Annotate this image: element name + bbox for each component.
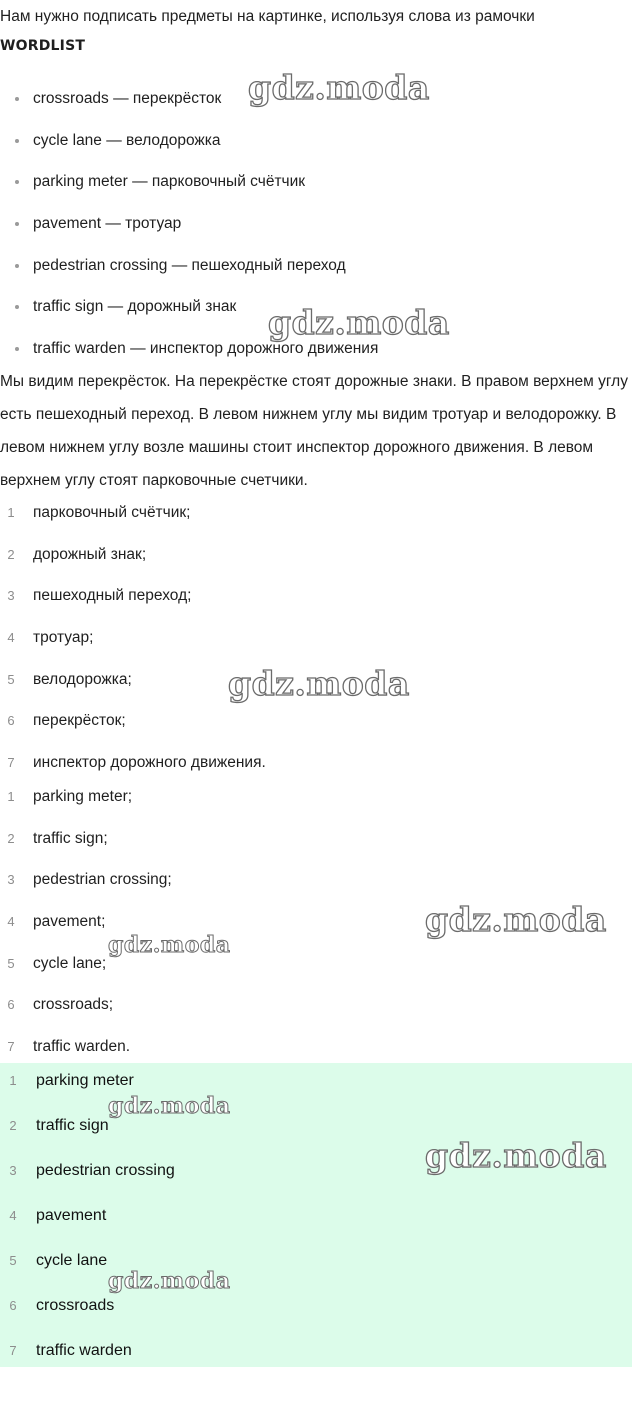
wordlist-item-text: traffic warden — инспектор дорожного движения	[33, 340, 379, 358]
list-number: 2	[9, 1118, 17, 1133]
list-number: 6	[7, 713, 15, 729]
wordlist-item-text: parking meter — парковочный счётчик	[33, 173, 306, 191]
bullet-icon	[15, 139, 19, 143]
final-answer-box	[0, 1063, 632, 1367]
list-item-text: traffic warden.	[33, 1038, 131, 1056]
list-item	[0, 575, 266, 617]
list-item-text: traffic warden	[36, 1342, 132, 1359]
watermark: gdz.moda	[248, 68, 430, 107]
final-answer-list	[0, 1063, 175, 1385]
list-number: 1	[7, 789, 15, 804]
list-number: 7	[9, 1343, 17, 1358]
list-item	[0, 1070, 175, 1115]
list-item	[0, 1115, 175, 1160]
watermark: gdz.moda	[108, 1268, 231, 1294]
list-item	[0, 1026, 172, 1068]
list-item-text: перекрёсток;	[33, 712, 126, 730]
list-number: 7	[7, 1039, 15, 1055]
list-item-text: pedestrian crossing	[36, 1162, 175, 1179]
wordlist-item	[0, 120, 378, 162]
list-item	[0, 859, 172, 901]
wordlist-item-text: traffic sign — дорожный знак	[33, 298, 237, 316]
list-number: 6	[9, 1298, 17, 1313]
list-item-text: cycle lane	[36, 1252, 108, 1269]
wordlist-item	[0, 286, 378, 328]
watermark: gdz.moda	[108, 1093, 231, 1119]
description-paragraph: Мы видим перекрёсток. На перекрёстке стоят дорожные знаки. В правом верхнем углу есть пешеходный переход. В левом нижнем углу мы видим тротуар и велодорожку. В левом нижнем углу возле машины стоит инспектор дорожного движения. В левом верхнем углу стоят парковочные счетчики.	[0, 373, 628, 489]
list-number: 2	[7, 546, 15, 562]
watermark: gdz.moda	[228, 664, 410, 703]
watermark: gdz.moda	[425, 1136, 607, 1175]
list-item	[0, 659, 266, 701]
list-number: 2	[7, 830, 15, 846]
list-item-text: traffic sign	[36, 1117, 109, 1134]
list-item-text: pedestrian crossing;	[33, 871, 172, 889]
list-item	[0, 534, 266, 576]
watermark: gdz.moda	[268, 303, 450, 342]
wordlist	[0, 78, 378, 370]
russian-answer-list	[0, 492, 266, 784]
list-item	[0, 984, 172, 1026]
list-item	[0, 1340, 175, 1385]
list-item-text: тротуар;	[33, 629, 94, 647]
bullet-icon	[15, 305, 19, 309]
bullet-icon	[15, 347, 19, 351]
list-number: 4	[7, 914, 15, 930]
wordlist-item	[0, 78, 378, 120]
list-item-text: инспектор дорожного движения.	[33, 754, 266, 772]
wordlist-item-text: cycle lane — велодорожка	[33, 131, 221, 149]
list-item	[0, 776, 172, 818]
wordlist-item	[0, 161, 378, 203]
list-number: 5	[7, 671, 15, 687]
list-item	[0, 943, 172, 985]
list-number: 5	[9, 1253, 17, 1268]
list-item-text: pavement;	[33, 913, 106, 931]
list-number: 5	[7, 955, 15, 971]
list-number: 6	[7, 997, 15, 1013]
list-number: 3	[7, 588, 15, 604]
bullet-icon	[15, 264, 19, 268]
list-item	[0, 1295, 175, 1340]
wordlist-item-text: pavement — тротуар	[33, 215, 182, 233]
list-item-text: пешеходный переход;	[33, 587, 192, 605]
list-item	[0, 818, 172, 860]
list-item	[0, 1205, 175, 1250]
list-item-text: traffic sign;	[33, 829, 108, 847]
list-number: 4	[7, 630, 15, 646]
list-item-text: parking meter	[36, 1072, 134, 1089]
list-number: 7	[7, 755, 15, 771]
bullet-icon	[15, 180, 19, 184]
list-item-text: parking meter;	[33, 788, 133, 805]
list-number: 1	[7, 505, 15, 520]
english-answer-list	[0, 776, 172, 1068]
list-item-text: cycle lane;	[33, 954, 107, 972]
list-item-text: велодорожка;	[33, 670, 132, 688]
list-item	[0, 700, 266, 742]
list-item	[0, 1160, 175, 1205]
list-number: 4	[9, 1208, 17, 1223]
list-item	[0, 901, 172, 943]
list-number: 3	[7, 872, 15, 888]
list-item	[0, 492, 266, 534]
list-item-text: pavement	[36, 1207, 107, 1224]
list-item	[0, 617, 266, 659]
list-item-text: crossroads	[36, 1297, 115, 1314]
wordlist-item	[0, 203, 378, 245]
list-number: 1	[9, 1073, 17, 1088]
list-number: 3	[9, 1163, 17, 1178]
bullet-icon	[15, 222, 19, 226]
wordlist-item	[0, 245, 378, 287]
wordlist-heading: WORDLIST	[0, 38, 86, 54]
watermark: gdz.moda	[108, 932, 231, 958]
list-item-text: crossroads;	[33, 996, 114, 1014]
list-item-text: дорожный знак;	[33, 545, 147, 563]
list-item	[0, 1250, 175, 1295]
watermark: gdz.moda	[425, 900, 607, 939]
list-item-text: парковочный счётчик;	[33, 504, 191, 521]
wordlist-item	[0, 328, 378, 370]
wordlist-item-text: crossroads — перекрёсток	[33, 90, 222, 107]
intro-text: Нам нужно подписать предметы на картинке, используя слова из рамочки	[0, 8, 535, 25]
bullet-icon	[15, 97, 19, 101]
wordlist-item-text: pedestrian crossing — пешеходный переход	[33, 256, 346, 274]
